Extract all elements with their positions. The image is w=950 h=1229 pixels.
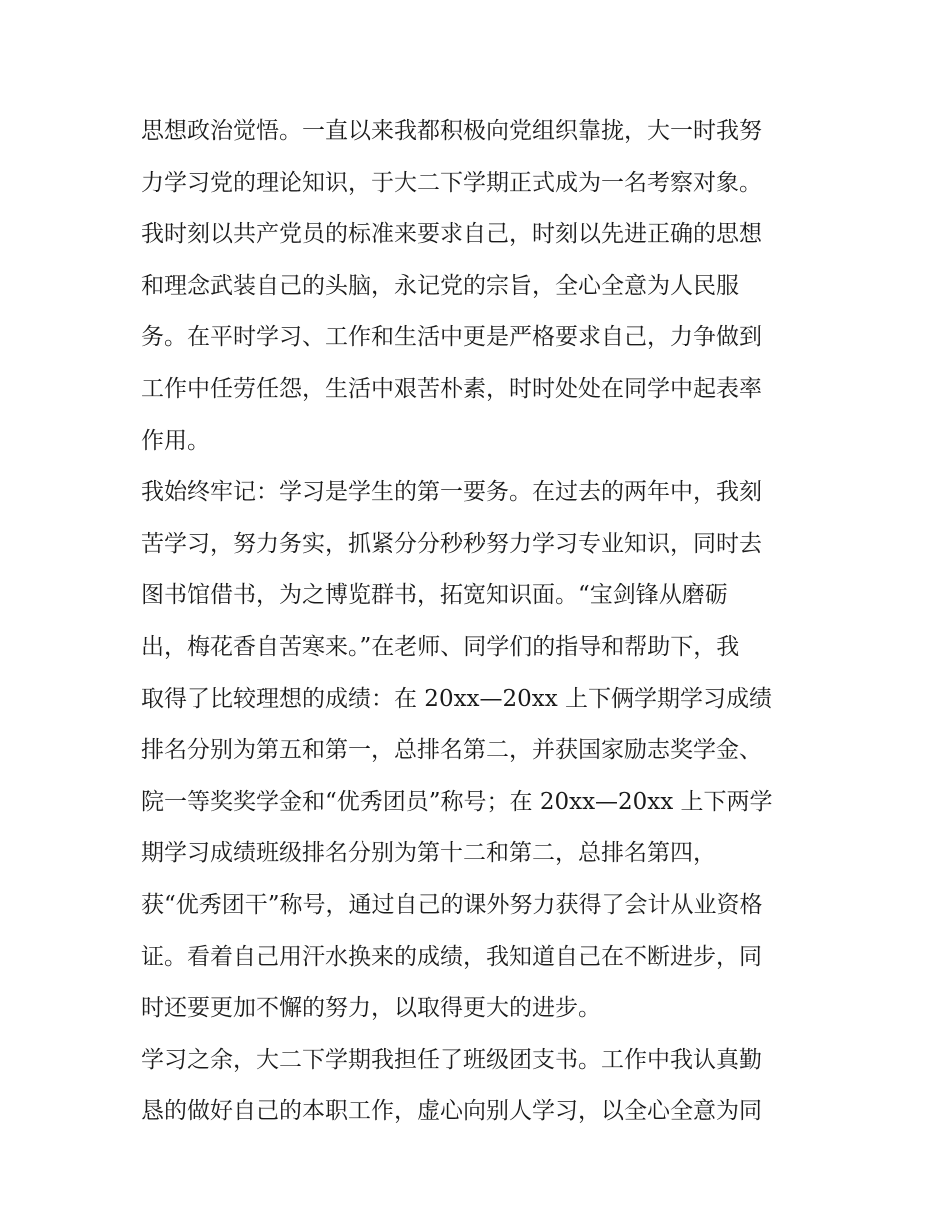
text-line: 和理念武装自己的头脑，永记党的宗旨，全心全意为人民服 [141, 272, 739, 299]
text-line: 出，梅花香自苦寒来。”在老师、同学们的指导和帮助下，我 [141, 633, 740, 660]
text-line: 力学习党的理论知识，于大二下学期正式成为一名考察对象。 [141, 169, 762, 196]
text-line: 苦学习，努力务实，抓紧分分秒秒努力学习专业知识，同时去 [141, 530, 762, 557]
text-line: 院一等奖奖学金和“优秀团员”称号；在 20xx—20xx 上下两学 [141, 788, 773, 815]
text-line: 期学习成绩班级排名分别为第十二和第二，总排名第四， [141, 840, 716, 867]
text-line: 获“优秀团干”称号，通过自己的课外努力获得了会计从业资格 [141, 891, 763, 918]
text-line: 思想政治觉悟。一直以来我都积极向党组织靠拢，大一时我努 [141, 118, 762, 144]
text-line: 学习之余，大二下学期我担任了班级团支书。工作中我认真勤 [141, 1046, 762, 1073]
text-line: 时还要更加不懈的努力，以取得更大的进步。 [141, 995, 601, 1022]
text-line: 图书馆借书，为之博览群书，拓宽知识面。“宝剑锋从磨砺 [141, 582, 728, 609]
text-line: 排名分别为第五和第一，总排名第二，并获国家励志奖学金、 [141, 737, 762, 764]
text-line: 恳的做好自己的本职工作，虚心向别人学习，以全心全意为同 [141, 1098, 762, 1125]
text-line: 我始终牢记：学习是学生的第一要务。在过去的两年中，我刻 [141, 479, 762, 506]
text-line: 我时刻以共产党员的标准来要求自己，时刻以先进正确的思想 [141, 221, 762, 248]
text-line: 作用。 [141, 427, 210, 454]
text-line: 证。看着自己用汗水换来的成绩，我知道自己在不断进步，同 [141, 943, 762, 970]
body-text [141, 106, 821, 1138]
text-line: 工作中任劳任怨，生活中艰苦朴素，时时处处在同学中起表率 [141, 375, 762, 402]
text-line: 取得了比较理想的成绩：在 20xx—20xx 上下俩学期学习成绩 [141, 685, 773, 712]
text-line: 务。在平时学习、工作和生活中更是严格要求自己，力争做到 [141, 324, 762, 351]
